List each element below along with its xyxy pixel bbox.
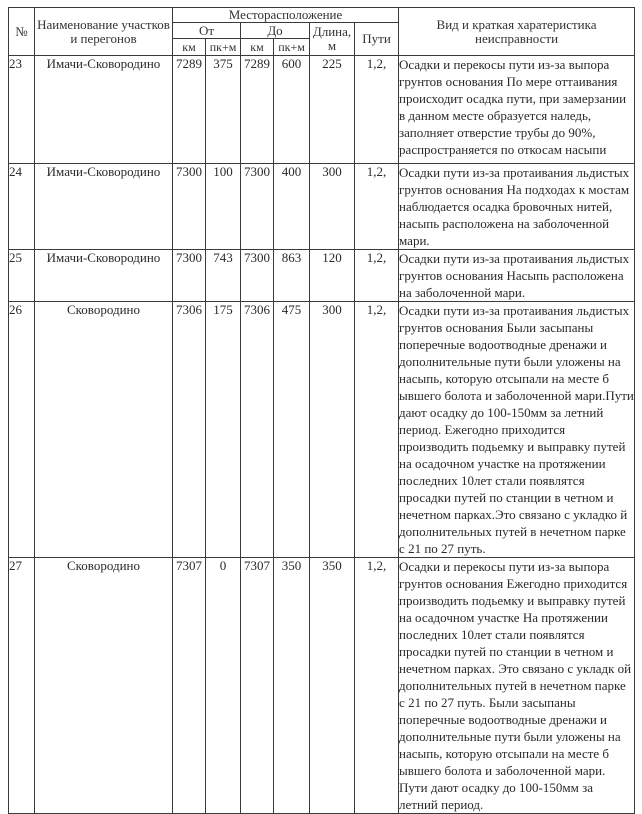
cell-from-pk: 175 bbox=[206, 302, 241, 558]
header-description: Вид и краткая харатеристика неисправности bbox=[399, 8, 635, 56]
cell-description: Осадки пути из-за протаивания льдистых грунтов основания Насыпь расположена на заболоченной мари. bbox=[399, 250, 635, 302]
table-body bbox=[9, 56, 635, 814]
header-from-pk: пк+м bbox=[206, 39, 241, 56]
cell-to-pk: 600 bbox=[274, 56, 310, 164]
cell-tracks: 1,2, bbox=[355, 250, 399, 302]
table-row bbox=[9, 302, 635, 558]
cell-from-km: 7307 bbox=[173, 558, 206, 814]
cell-description: Осадки пути из-за протаивания льдистых грунтов основания На подходах к мостам наблюдается осадка бровочных нитей, насыпь расположена на заболоченной мари. bbox=[399, 164, 635, 250]
cell-to-km: 7300 bbox=[241, 250, 274, 302]
cell-number: 23 bbox=[9, 56, 35, 164]
header-location: Месторасположение bbox=[173, 8, 399, 23]
cell-to-pk: 400 bbox=[274, 164, 310, 250]
cell-length: 350 bbox=[310, 558, 355, 814]
cell-length: 300 bbox=[310, 164, 355, 250]
cell-section-name: Сковородино bbox=[35, 558, 173, 814]
cell-from-pk: 0 bbox=[206, 558, 241, 814]
cell-length: 225 bbox=[310, 56, 355, 164]
cell-to-km: 7300 bbox=[241, 164, 274, 250]
cell-from-km: 7306 bbox=[173, 302, 206, 558]
cell-description: Осадки и перекосы пути из-за выпора грунтов основания По мере оттаивания происходит осадка пути, при замерзании в данном месте образуется наледь, заполняет отверстие трубы до 90%, распространяется по откосам насыпи bbox=[399, 56, 635, 164]
table-header bbox=[9, 8, 635, 56]
cell-to-pk: 475 bbox=[274, 302, 310, 558]
cell-length: 300 bbox=[310, 302, 355, 558]
cell-tracks: 1,2, bbox=[355, 302, 399, 558]
cell-tracks: 1,2, bbox=[355, 558, 399, 814]
cell-to-km: 7289 bbox=[241, 56, 274, 164]
header-section-name: Наименование участков и перегонов bbox=[35, 8, 173, 56]
cell-to-pk: 863 bbox=[274, 250, 310, 302]
table-row bbox=[9, 250, 635, 302]
header-length: Длина, м bbox=[310, 23, 355, 56]
header-tracks: Пути bbox=[355, 23, 399, 56]
cell-number: 24 bbox=[9, 164, 35, 250]
cell-from-km: 7300 bbox=[173, 164, 206, 250]
header-to-km: км bbox=[241, 39, 274, 56]
cell-to-km: 7307 bbox=[241, 558, 274, 814]
header-from-km: км bbox=[173, 39, 206, 56]
cell-section-name: Сковородино bbox=[35, 302, 173, 558]
cell-from-pk: 375 bbox=[206, 56, 241, 164]
table-row bbox=[9, 164, 635, 250]
cell-section-name: Имачи-Сковородино bbox=[35, 56, 173, 164]
table-row bbox=[9, 558, 635, 814]
cell-from-km: 7289 bbox=[173, 56, 206, 164]
header-number: № bbox=[9, 8, 35, 56]
cell-from-pk: 743 bbox=[206, 250, 241, 302]
cell-to-pk: 350 bbox=[274, 558, 310, 814]
cell-description: Осадки пути из-за протаивания льдистых грунтов основания Были засыпаны поперечные водоотводные дренажи и дополнительные пути были уложены на насыпь, которую отсыпали на месте б ывшего болота и заболоченной мари.Пути дают осадку до 100-150мм за летний период. Ежегодно приходится производить подьемку и выправку путей на осадочном участке на протяжении последних 10лет стали появлятся просадки путей по станции в четном и нечетном парках.Это связано с укладко й дополнительных путей в нечетном парке с 21 по 27 путь. bbox=[399, 303, 634, 556]
cell-length: 120 bbox=[310, 250, 355, 302]
cell-to-km: 7306 bbox=[241, 302, 274, 558]
cell-number: 27 bbox=[9, 558, 35, 814]
cell-section-name: Имачи-Сковородино bbox=[35, 250, 173, 302]
cell-description: Осадки и перекосы пути из-за выпора грунтов основания Ежегодно приходится производить подьемку и выправку путей на осадочном участке На протяжении последних 10лет стали появлятся просадки путей по станции в четном и нечетном парках. Это связано с укладк ой дополнительных путей в нечетном парке с 21 по 27 путь. Были засыпаны поперечные водоотводные дренажи и дополнительные пути были уложены на насыпь, которую отсыпали на месте б ывшего болота и заболоченной мари. Пути дают осадку до 100-150мм за летний период. bbox=[399, 558, 635, 814]
cell-number: 26 bbox=[9, 302, 35, 558]
cell-number: 25 bbox=[9, 250, 35, 302]
header-to: До bbox=[241, 23, 310, 39]
cell-tracks: 1,2, bbox=[355, 56, 399, 164]
header-to-pk: пк+м bbox=[274, 39, 310, 56]
cell-from-pk: 100 bbox=[206, 164, 241, 250]
cell-from-km: 7300 bbox=[173, 250, 206, 302]
cell-tracks: 1,2, bbox=[355, 164, 399, 250]
header-from: От bbox=[173, 23, 241, 39]
table-row bbox=[9, 56, 635, 164]
defects-table bbox=[8, 7, 635, 814]
cell-section-name: Имачи-Сковородино bbox=[35, 164, 173, 250]
